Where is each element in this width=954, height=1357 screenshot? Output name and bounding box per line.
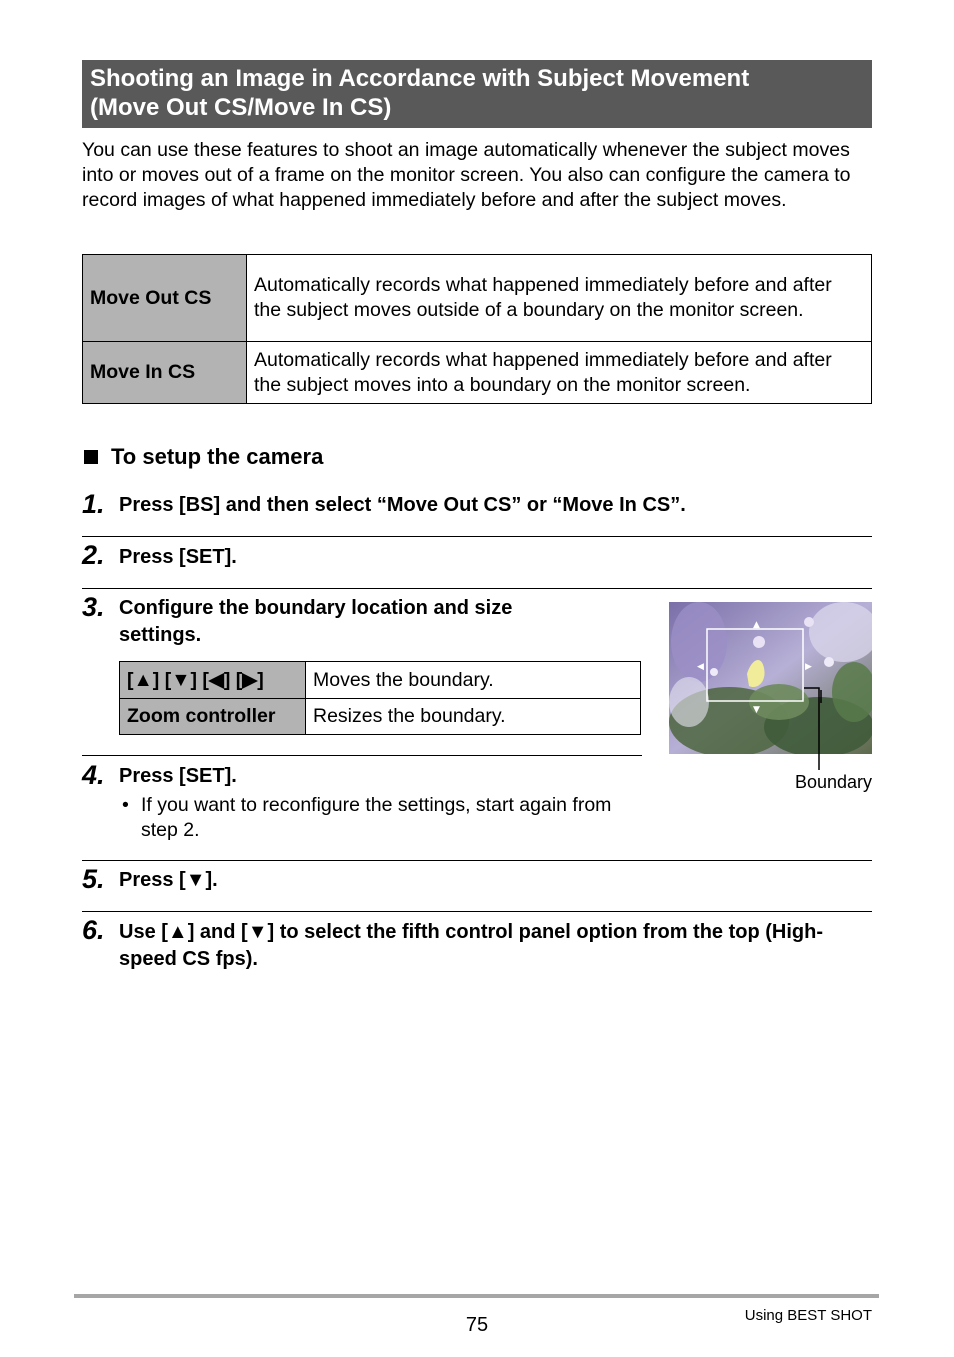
control-desc: Resizes the boundary. (306, 699, 641, 735)
control-key: [▲] [▼] [◀] [▶] (120, 662, 306, 699)
control-key: Zoom controller (120, 699, 306, 735)
step-text: Use [▲] and [▼] to select the fifth control panel option from the top (High-speed CS fps). (119, 921, 823, 970)
controls-table (119, 661, 641, 735)
feature-name: Move Out CS (83, 255, 247, 342)
bullet-dot: • (122, 794, 129, 816)
divider (82, 588, 872, 589)
section-heading (84, 443, 323, 471)
title-line-1: Shooting an Image in Accordance with Subject Movement (90, 65, 750, 92)
step-number: 2. (82, 540, 105, 570)
intro-paragraph: You can use these features to shoot an image automatically whenever the subject moves into or moves out of a frame on the monitor screen. You also can configure the camera to record images of what happened immediately before and after the subject moves. (82, 139, 851, 211)
feature-desc: Automatically records what happened immediately before and after the subject moves into a boundary on the monitor screen. (247, 342, 872, 404)
square-bullet-icon (84, 450, 98, 464)
footer-section-label: Using BEST SHOT (744, 1307, 872, 1324)
footer-divider (74, 1294, 879, 1298)
flower-photo-illustration (669, 602, 872, 754)
photo-caption: Boundary (794, 772, 872, 792)
svg-text:▼: ▼ (753, 705, 760, 715)
section-heading-text: To setup the camera (111, 444, 324, 469)
feature-desc: Automatically records what happened immediately before and after the subject moves outside of a boundary on the monitor screen. (247, 255, 872, 342)
step-text: Configure the boundary location and size settings. (119, 597, 513, 646)
svg-text:▲: ▲ (753, 620, 760, 630)
table-row (83, 255, 872, 342)
title-line-2: (Move Out CS/Move In CS) (90, 94, 392, 121)
step-number: 3. (82, 592, 105, 622)
callout-line (800, 686, 824, 772)
control-desc: Moves the boundary. (306, 662, 641, 699)
feature-name: Move In CS (83, 342, 247, 404)
step-number: 5. (82, 864, 105, 894)
feature-table (82, 254, 872, 404)
step-text: Press [BS] and then select “Move Out CS” or “Move In CS”. (119, 494, 686, 516)
step-text: Press [SET]. (119, 765, 237, 787)
divider (82, 755, 642, 756)
step-number: 1. (82, 489, 105, 519)
divider (82, 911, 872, 912)
step-text: Press [SET]. (119, 546, 237, 568)
step-number: 6. (82, 915, 105, 945)
svg-text:◀: ◀ (697, 662, 704, 672)
step-text: Press [▼]. (119, 869, 218, 891)
page-number: 75 (465, 1314, 489, 1336)
svg-text:▶: ▶ (805, 662, 812, 672)
boundary-photo (669, 602, 872, 754)
divider (82, 536, 872, 537)
section-title (82, 60, 872, 128)
divider (82, 860, 872, 861)
table-row (120, 662, 641, 699)
table-row (120, 699, 641, 735)
table-row (83, 342, 872, 404)
step-number: 4. (82, 760, 105, 790)
step-note: If you want to reconfigure the settings, start again from step 2. (141, 794, 612, 841)
